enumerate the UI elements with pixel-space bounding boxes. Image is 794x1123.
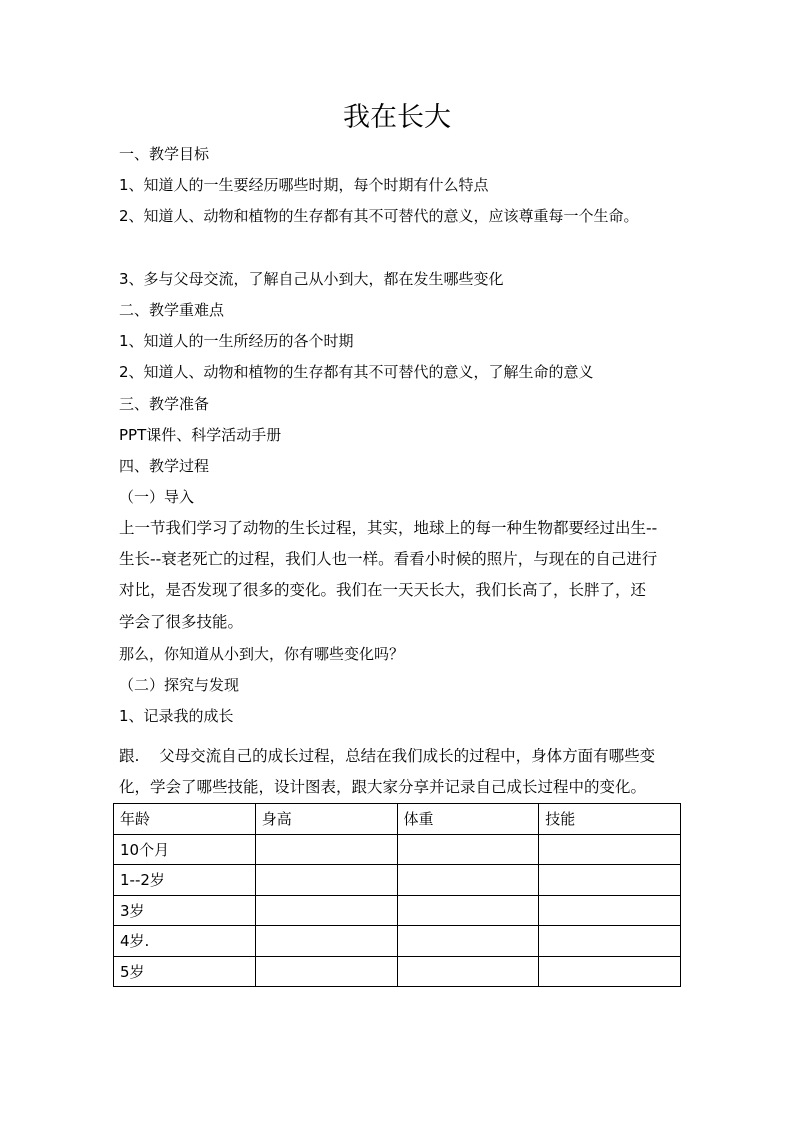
cell-weight <box>397 895 539 926</box>
cell-height <box>255 926 397 957</box>
header-weight: 体重 <box>397 804 539 835</box>
cell-skills <box>539 895 681 926</box>
objective-1: 1、知道人的一生要经历哪些时期，每个时期有什么特点 <box>119 176 489 194</box>
intro-line-1: 上一节我们学习了动物的生长过程，其实，地球上的每一种生物都要经过出生-- <box>119 519 658 537</box>
cell-skills <box>539 956 681 987</box>
subsection-explore: （二）探究与发现 <box>119 676 240 694</box>
table-row <box>114 895 681 926</box>
cell-age: 5岁 <box>114 956 256 987</box>
cell-skills <box>539 865 681 896</box>
growth-record-table <box>113 803 681 987</box>
intro-line-3: 对比，是否发现了很多的变化。我们在一天天长大，我们长高了，长胖了，还 <box>119 581 647 600</box>
intro-paragraph <box>119 513 679 638</box>
page-title: 我在长大 <box>343 102 451 133</box>
table-row <box>114 926 681 957</box>
task-line-1: 跟. 父母交流自己的成长过程，总结在我们成长的过程中，身体方面有哪些变 <box>119 747 656 765</box>
question-line: 那么，你知道从小到大，你有哪些变化吗？ <box>119 645 405 663</box>
header-height: 身高 <box>255 804 397 835</box>
table-row <box>114 834 681 865</box>
section-heading-process: 四、教学过程 <box>119 457 210 475</box>
cell-weight <box>397 926 539 957</box>
header-age: 年龄 <box>114 804 256 835</box>
key-point-2: 2、知道人、动物和植物的生存都有其不可替代的意义，了解生命的意义 <box>119 363 594 381</box>
section-heading-preparation: 三、教学准备 <box>119 395 210 413</box>
cell-weight <box>397 865 539 896</box>
task-line-2: 化，学会了哪些技能，设计图表，跟大家分享并记录自己成长过程中的变化。 <box>119 778 647 797</box>
cell-age: 4岁. <box>114 926 256 957</box>
activity-record-growth: 1、记录我的成长 <box>119 707 234 725</box>
cell-weight <box>397 834 539 865</box>
objective-3: 3、多与父母交流，了解自己从小到大，都在发生哪些变化 <box>119 270 504 288</box>
task-paragraph <box>119 741 679 803</box>
cell-age: 3岁 <box>114 895 256 926</box>
preparation-materials: PPT课件、科学活动手册 <box>119 426 282 444</box>
cell-age: 1--2岁 <box>114 865 256 896</box>
key-point-1: 1、知道人的一生所经历的各个时期 <box>119 332 354 350</box>
cell-weight <box>397 956 539 987</box>
cell-age: 10个月 <box>114 834 256 865</box>
table-row <box>114 865 681 896</box>
objective-2: 2、知道人、动物和植物的生存都有其不可替代的意义，应该尊重每一个生命。 <box>119 207 639 225</box>
section-heading-key-points: 二、教学重难点 <box>119 301 225 319</box>
table-header-row <box>114 804 681 835</box>
cell-height <box>255 865 397 896</box>
cell-height <box>255 895 397 926</box>
cell-skills <box>539 926 681 957</box>
cell-height <box>255 956 397 987</box>
subsection-intro: （一）导入 <box>119 488 195 506</box>
intro-line-2: 生长--衰老死亡的过程，我们人也一样。看看小时候的照片，与现在的自己进行 <box>119 550 658 569</box>
table-row <box>114 956 681 987</box>
intro-line-4: 学会了很多技能。 <box>119 612 244 631</box>
header-skills: 技能 <box>539 804 681 835</box>
cell-height <box>255 834 397 865</box>
cell-skills <box>539 834 681 865</box>
section-heading-objectives: 一、教学目标 <box>119 145 210 163</box>
